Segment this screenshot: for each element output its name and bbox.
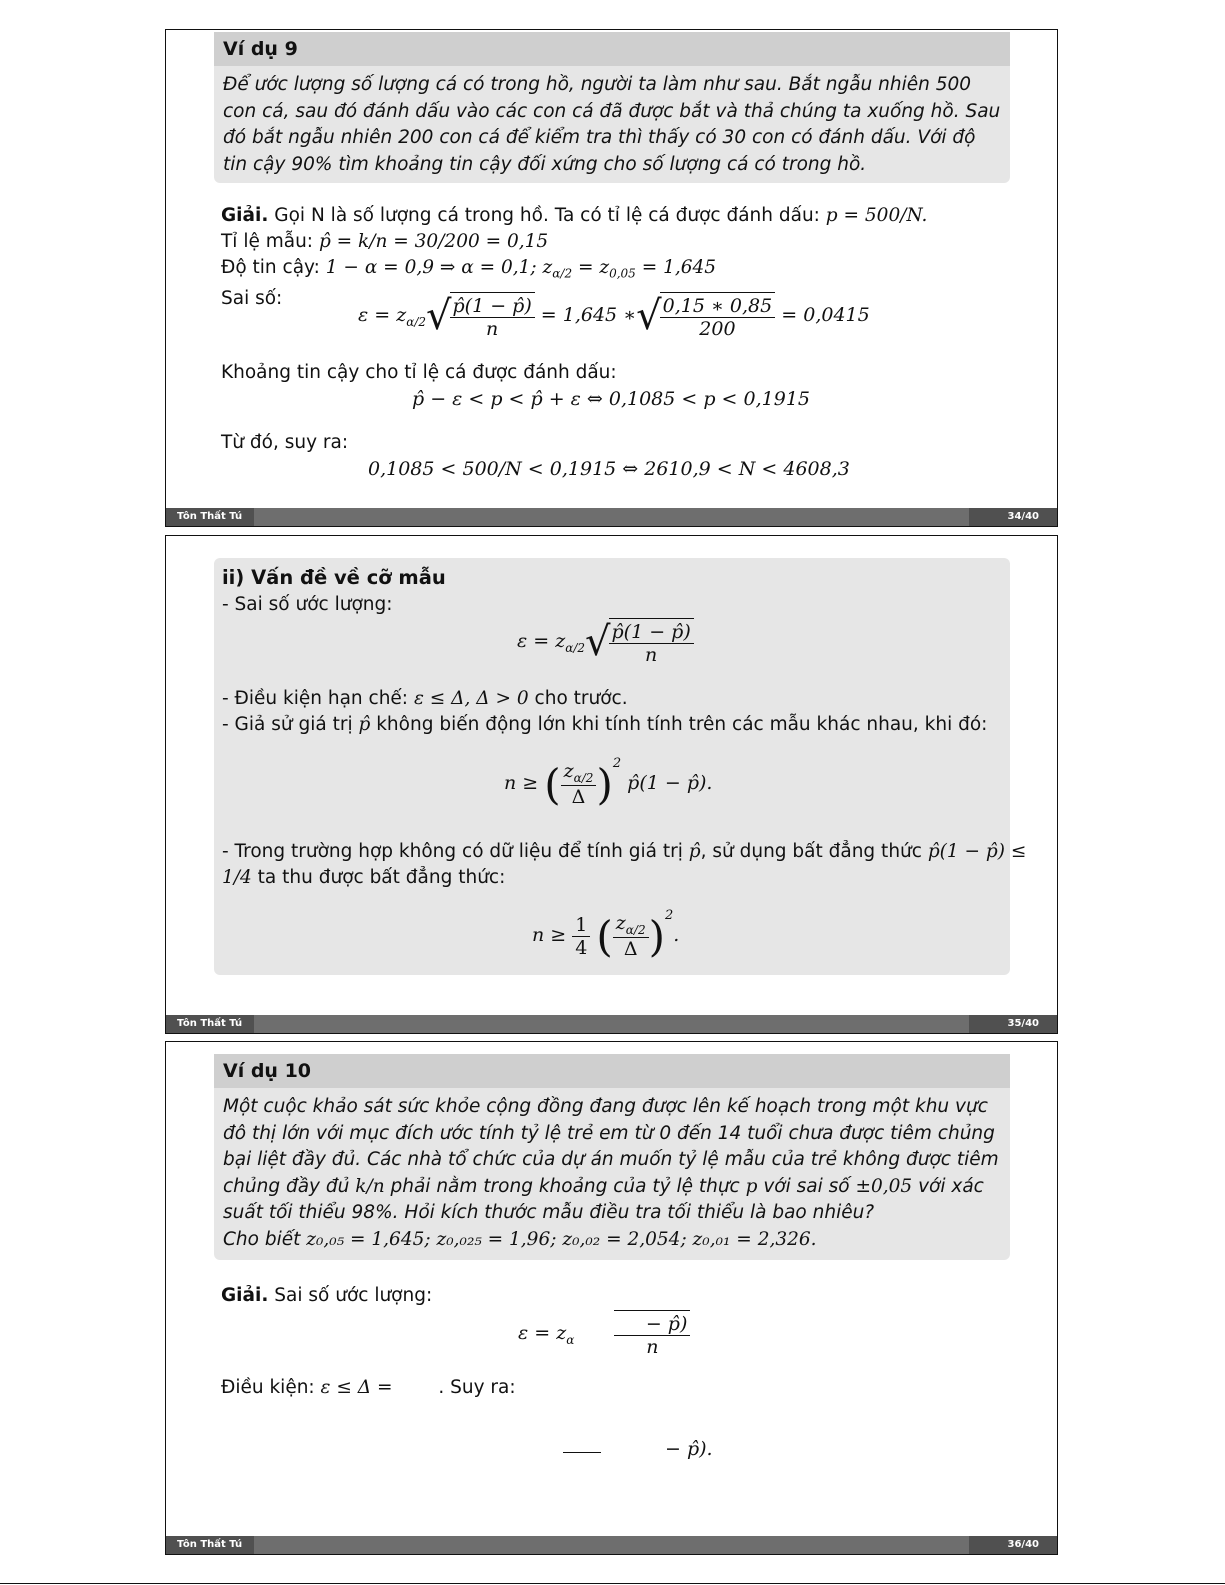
math: 1 − α = 0,9 ⇒ α = 0,1; z [325,257,553,278]
subscript: α/2 [406,314,426,329]
block-text [214,1088,1010,1261]
text: Sai số ước lượng: [274,1285,433,1306]
eq-num: p̂(1 − p̂) [450,295,535,318]
exponent: 2 [664,908,674,923]
solution-line-1 [221,203,927,229]
eq-den-2: 200 [699,318,736,340]
equation-tail: − p̂). [665,1438,713,1460]
eq-lhs: n ≥ [532,924,567,946]
line-2 [222,686,628,712]
exponent: 2 [612,756,622,771]
math: p = 500/N. [825,205,928,226]
subscript: α/2 [565,640,585,655]
page-number: 34/40 [969,508,1057,526]
line-5 [222,865,505,891]
example-9-block [214,32,1010,183]
math: p̂ [358,714,371,735]
subscript: α [566,1332,575,1347]
subscript: α/2 [625,922,646,937]
text: - Trong trường hợp không có dữ liệu để tính giá trị [222,841,683,862]
math: p̂ = k/n = 30/200 = 0,15 [318,231,549,252]
text: . Suy ra: [438,1377,516,1398]
result-equation: 0,1085 < 500/N < 0,1915 ⇔ 2610,9 < N < 4608,3 [368,458,850,480]
line-3 [222,712,987,738]
footer [166,1015,1057,1033]
subscript: α/2 [573,770,594,785]
eq-num: p̂(1 − p̂) [609,621,694,644]
example-10-block [214,1054,1010,1260]
math: = 1,645 [635,257,717,278]
math: k/n [355,1175,385,1197]
text: Điều kiện: [221,1377,315,1398]
text: Gọi N là số lượng cá trong hồ. Ta có tỉ lệ cá được đánh dấu: [274,205,820,226]
eq-lhs: n ≥ [504,772,539,794]
eq-lhs: ε = z [517,630,566,652]
eq-frac-den: 4 [575,936,588,959]
error-equation: $\varepsilon = z_{\alpha/2}√$ $\frac{p̂(1 - p̂)}{n}$ [517,618,694,666]
eq-num: z [563,760,574,783]
solution-line-5 [221,360,617,386]
eq-lhs: ε = z [358,304,407,326]
author: Tôn Thất Tú [166,508,254,526]
block-title: ii) Vấn đề về cỡ mẫu [222,566,446,589]
slide-35 [165,535,1058,1034]
eq-mid: = 1,645 ∗ [540,304,637,326]
solution-line-6 [221,430,348,456]
eq-lhs: ε = z [518,1322,567,1344]
block-title: Ví dụ 9 [214,32,1010,66]
text: Độ tin cậy: [221,257,320,278]
math: p̂(1 − p̂) ≤ [927,841,1027,862]
sample-size-block [214,558,1027,975]
sample-size-inequality: n ≥ ( $\frac{z_{\alpha/2}}{\Delta}$ )$^2$ p̂(1 − p̂). [504,756,713,809]
text: Khoảng tin cậy cho tỉ lệ cá được đánh dấu: [221,362,617,383]
math: ε ≤ Δ = [320,1377,393,1398]
math: ε ≤ Δ, Δ > 0 [413,688,529,709]
page-number: 36/40 [969,1536,1057,1554]
author: Tôn Thất Tú [166,1536,254,1554]
eq-end: . [673,924,680,946]
text: với sai số [763,1175,850,1197]
slide-34 [165,29,1058,527]
eq-num-2: 0,15 ∗ 0,85 [660,295,776,318]
math: 1/4 [222,867,252,888]
solution-line-3 [221,255,716,287]
text: - Điều kiện hạn chế: [222,688,409,709]
text: Từ đó, suy ra: [221,432,349,453]
line-4 [222,839,1026,865]
text: phải nằm trong khoảng của tỷ lệ thực [390,1175,740,1197]
math: ±0,05 [855,1175,913,1197]
solution-line-2 [221,1375,516,1401]
math: p [745,1175,758,1197]
solution-line-4 [221,286,282,312]
eq-num: z [615,912,626,935]
text: không biến động lớn khi tính tính trên các mẫu khác nhau, khi đó: [376,714,988,735]
text: Sai số: [221,288,283,309]
footer [166,1536,1057,1554]
author: Tôn Thất Tú [166,1015,254,1033]
text: với xác suất tối thiểu 98%. Hỏi kích thước mẫu điều tra tối thiểu là bao nhiêu? [223,1175,984,1223]
slide-36 [165,1041,1058,1555]
text: cho trước. [534,688,628,709]
error-equation: $\varepsilon = z_{\alpha/2}√$ $\frac{p̂(1 - p̂)}{n}$ = 1,645 ∗√ $\frac{0,15 ∗ 0,85}{200}$ = 0,0415 [358,293,870,340]
eq-rhs: = 0,0415 [781,304,870,326]
text: , sử dụng bất đẳng thức [700,841,922,862]
footer [166,508,1057,526]
text: Tỉ lệ mẫu: [221,231,314,252]
text: Một cuộc khảo sát sức khỏe cộng đồng đang được lên kế hoạch trong một khu vực đô thị lớn với mục đích ước tính tỷ lệ trẻ em từ 0 đến 14 tuổi chưa được tiêm chủng bại liệt đầy đủ. Các nhà tổ chức của dự án muốn tỷ lệ mẫu của trẻ không được tiêm chủng đầy đủ [223,1096,999,1197]
block-text: Để ước lượng số lượng cá có trong hồ, người ta làm như sau. Bắt ngẫu nhiên 500 con cá, sau đó đánh dấu vào các con cá đã được bắt và thả chúng ta xuống hồ. Sau đó bắt ngẫu nhiên 200 con cá để kiểm tra thì thấy có 30 con có đánh dấu. Với độ tin cậy 90% tìm khoảng tin cậy đối xứng cho số lượng cá có trong hồ. [223,74,1001,175]
solution-line-1 [221,1283,432,1309]
subscript: 0,05 [609,266,636,281]
line-1: - Sai số ước lượng: [222,594,393,615]
page-number: 35/40 [969,1015,1057,1033]
block-title: Ví dụ 10 [214,1054,1010,1088]
eq-den: Δ [623,937,638,960]
page-bottom-rule [0,1583,1225,1584]
math: = z [572,257,610,278]
solution-line-2 [221,229,548,255]
eq-den: n [646,1336,659,1358]
eq-frac-num: 1 [572,914,590,937]
eq-rhs: p̂(1 − p̂). [627,772,713,794]
solution-label: Giải. [221,1285,269,1306]
eq-den: n [486,318,499,340]
solution-label: Giải. [221,205,269,226]
fraction-bar-fragment [563,1452,601,1453]
math: p̂ [688,841,701,862]
error-equation-partial [518,1310,690,1358]
subscript: α/2 [552,266,573,281]
text: ta thu được bất đẳng thức: [257,867,506,888]
eq-den: n [645,644,658,666]
text: Cho biết [223,1228,301,1250]
eq-num: − p̂) [614,1313,690,1336]
interval-equation: p̂ − ε < p < p̂ + ε ⇔ 0,1085 < p < 0,1915 [412,388,810,410]
eq-den: Δ [571,785,586,808]
math: z₀,₀₅ = 1,645; z₀,₀₂₅ = 1,96; z₀,₀₂ = 2,054; z₀,₀₁ = 2,326. [306,1228,817,1250]
text: - Giả sử giá trị [222,714,353,735]
sample-size-bound: n ≥ $\frac{1}{4}$ ( $\frac{z_{\alpha/2}}{\Delta}$ )$^2$. [532,908,680,961]
